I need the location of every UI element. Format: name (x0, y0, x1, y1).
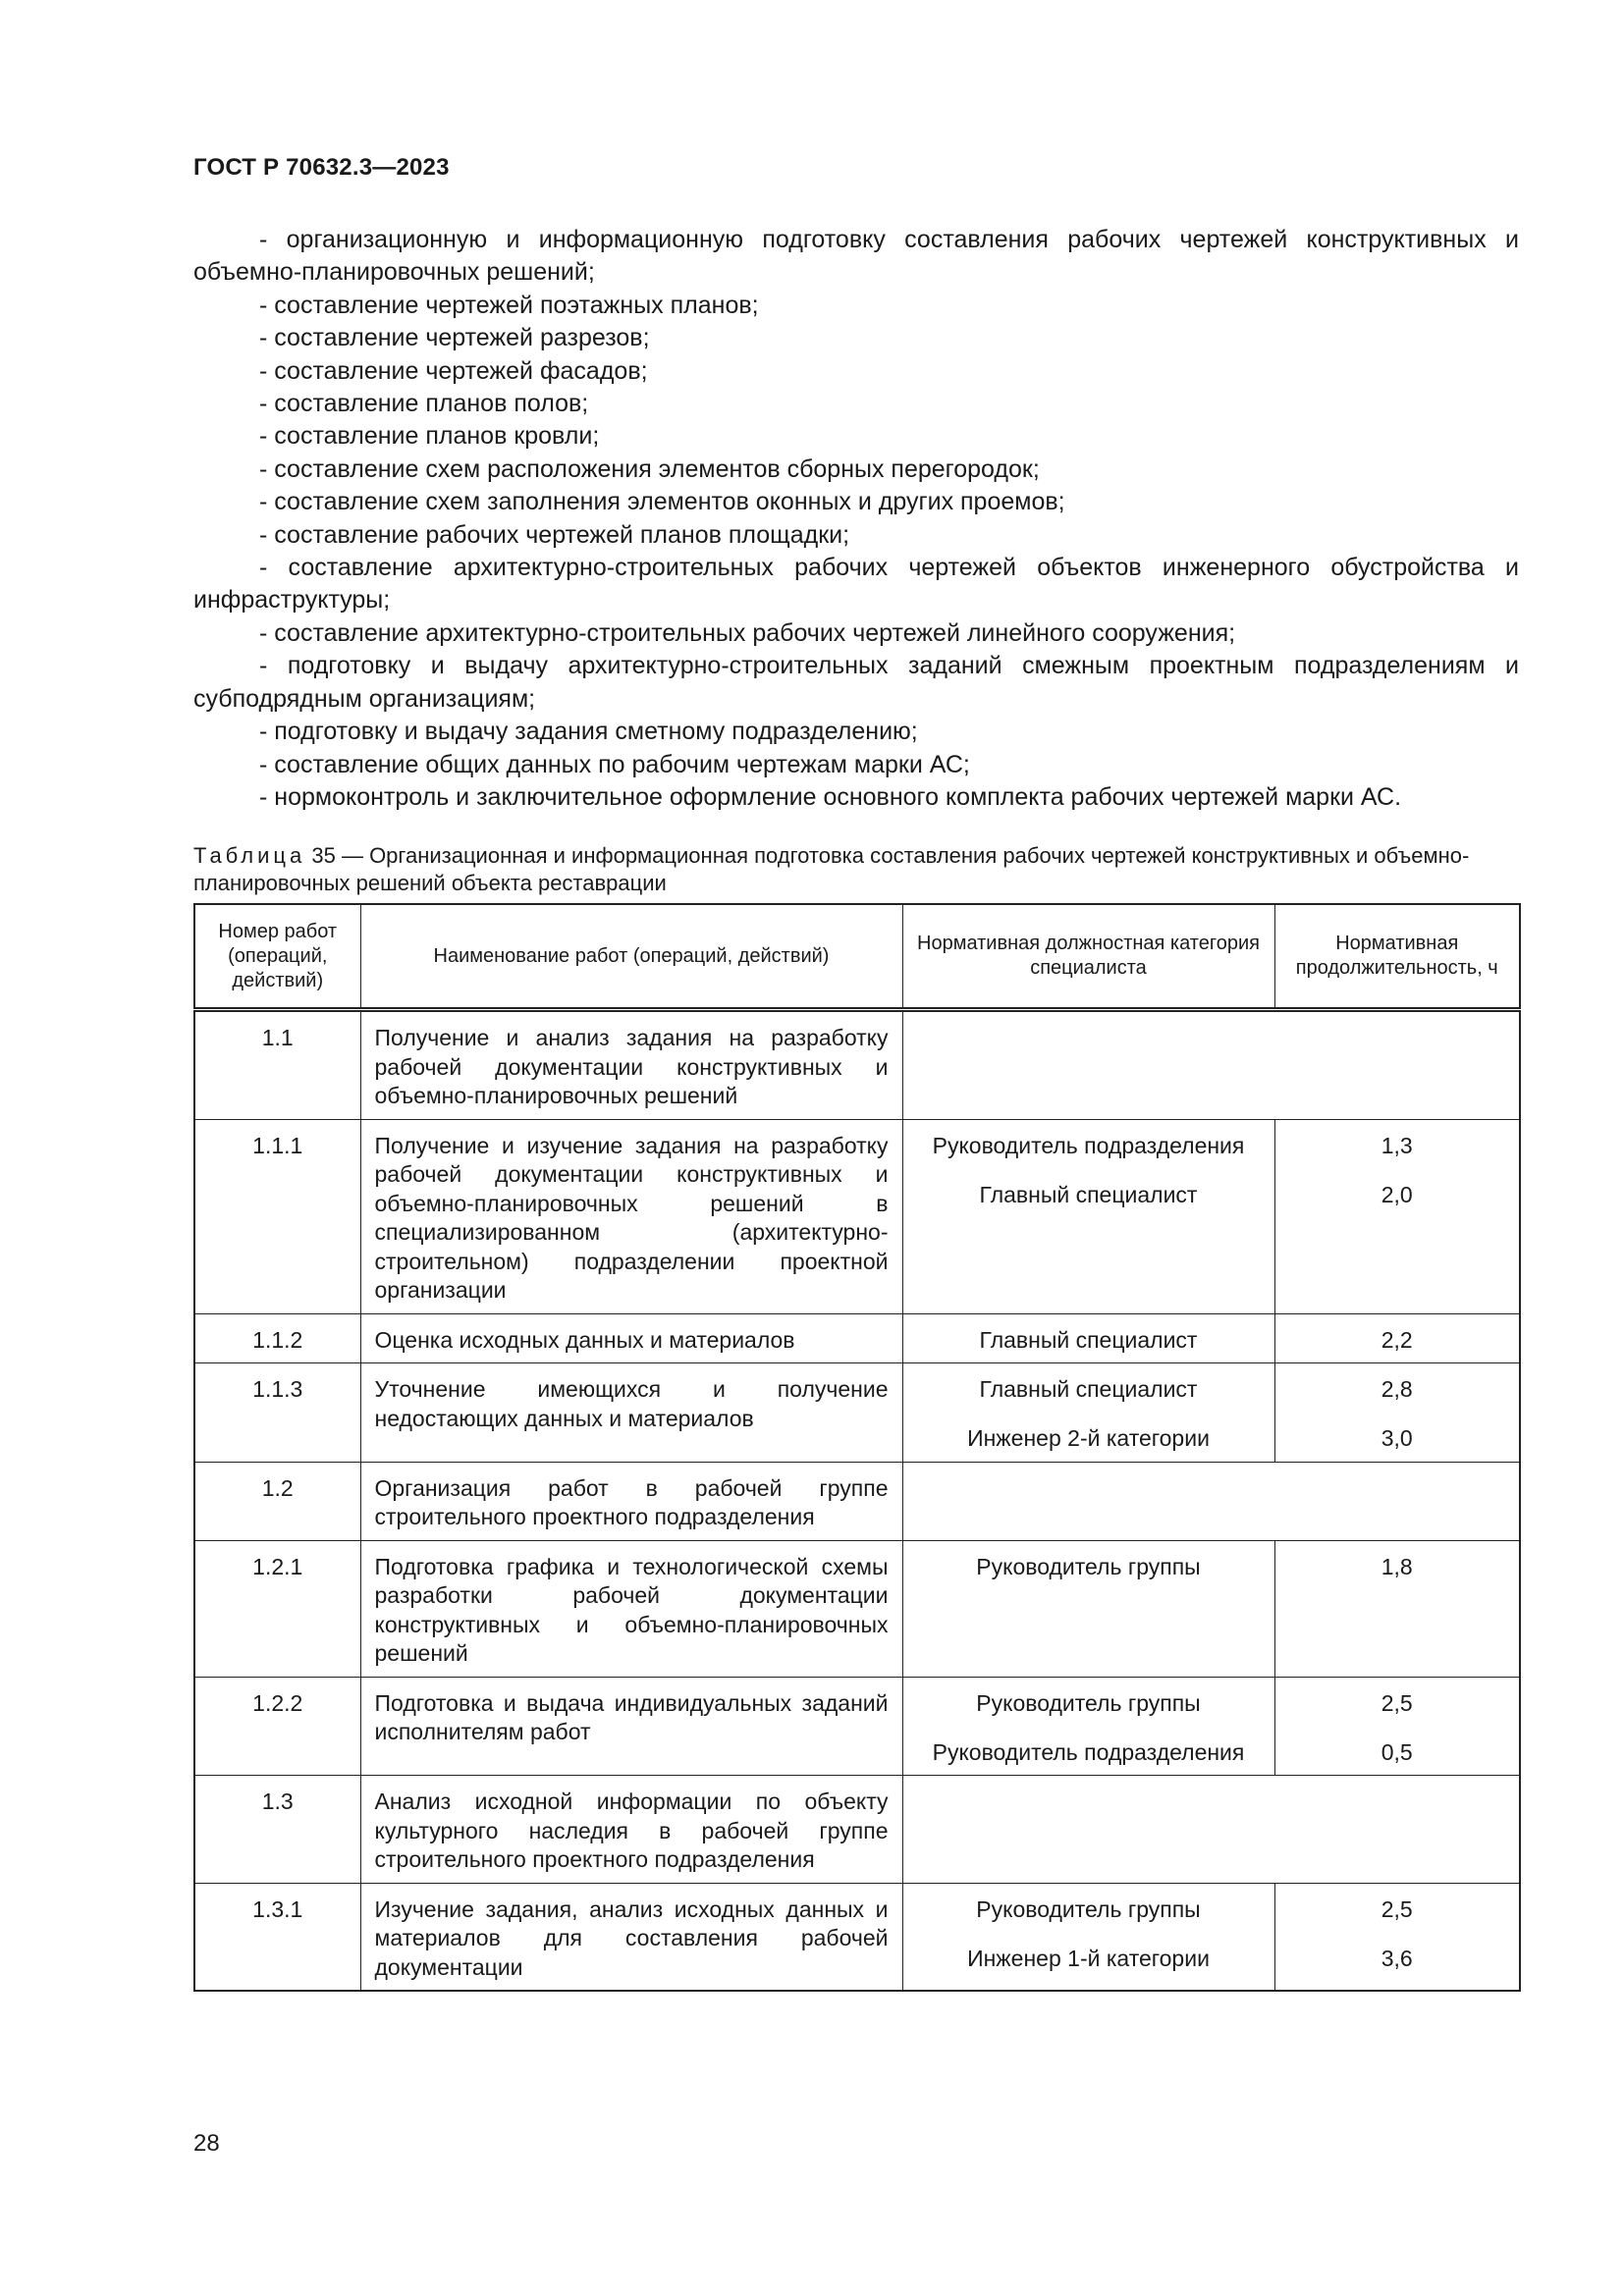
table-row (194, 1540, 1520, 1677)
duration-line: 3,0 (1380, 1425, 1413, 1451)
category-line: Главный специалист (979, 1181, 1198, 1207)
list-item: - составление схем заполнения элементов оконных и других проемов; (259, 488, 1065, 516)
row-duration (1274, 1119, 1520, 1313)
row-num: 1.2 (194, 1462, 360, 1540)
header-num: Номер работ (операций, действий) (194, 904, 360, 1010)
table-caption-text: 35 — Организационная и информационная подготовка составления рабочих чертежей конструктивных и объемно-планировочных решений объекта реставрации (193, 843, 1470, 895)
row-num: 1.3.1 (194, 1883, 360, 1991)
row-category (902, 1119, 1274, 1313)
table-row (194, 1677, 1520, 1776)
duration-line: 3,6 (1380, 1945, 1413, 1971)
row-num: 1.1.1 (194, 1119, 360, 1313)
body-list (193, 224, 1519, 814)
list-item: - подготовку и выдачу архитектурно-строительных заданий смежным проектным подразделениям и субподрядным организациям; (193, 652, 1519, 713)
row-empty-cell (902, 1776, 1520, 1884)
header-name: Наименование работ (операций, действий) (360, 904, 902, 1010)
table-row (194, 1776, 1520, 1884)
row-category (902, 1363, 1274, 1463)
list-item: - составление схем расположения элементов сборных перегородок; (259, 454, 1040, 483)
table-row (194, 1010, 1520, 1120)
list-item: - подготовку и выдачу задания сметному подразделению; (259, 718, 918, 746)
list-item: - организационную и информационную подготовку составления рабочих чертежей конструктивных и объемно-планировочных решений; (193, 226, 1519, 287)
duration-line: 1,3 (1380, 1132, 1413, 1158)
row-name: Изучение задания, анализ исходных данных и материалов для составления рабочей документации (360, 1883, 902, 1991)
row-duration: 2,2 (1274, 1313, 1520, 1363)
row-category: Главный специалист (902, 1313, 1274, 1363)
list-item: - составление чертежей разрезов; (259, 324, 650, 352)
row-num: 1.1.3 (194, 1363, 360, 1463)
row-name: Получение и анализ задания на разработку рабочей документации конструктивных и объемно-планировочных решений (360, 1010, 902, 1120)
list-item: - составление чертежей фасадов; (259, 356, 648, 385)
row-duration (1274, 1883, 1520, 1991)
row-empty-cell (902, 1010, 1520, 1120)
category-line: Инженер 2-й категории (967, 1425, 1210, 1451)
duration-line: 2,5 (1380, 1896, 1413, 1922)
list-item: - составление архитектурно-строительных рабочих чертежей линейного сооружения; (259, 618, 1236, 647)
list-item: - составление чертежей поэтажных планов; (259, 291, 759, 319)
table-caption (193, 842, 1519, 897)
duration-line: 2,0 (1380, 1181, 1413, 1207)
table-row (194, 1462, 1520, 1540)
header-duration: Нормативная продолжительность, ч (1274, 904, 1520, 1010)
document-header: ГОСТ Р 70632.3—2023 (193, 154, 450, 181)
category-line: Руководитель подразделения (932, 1738, 1245, 1765)
category-line: Руководитель группы (976, 1689, 1201, 1716)
table-header-row (194, 904, 1520, 1010)
table-row (194, 1363, 1520, 1463)
row-category (902, 1883, 1274, 1991)
row-num: 1.1 (194, 1010, 360, 1120)
category-line: Руководитель подразделения (932, 1132, 1245, 1158)
row-num: 1.3 (194, 1776, 360, 1884)
row-num: 1.2.1 (194, 1540, 360, 1677)
row-name: Анализ исходной информации по объекту культурного наследия в рабочей группе строительного проектного подразделения (360, 1776, 902, 1884)
row-name: Организация работ в рабочей группе строительного проектного подразделения (360, 1462, 902, 1540)
table-row (194, 1119, 1520, 1313)
row-name: Подготовка графика и технологической схемы разработки рабочей документации конструктивных и объемно-планировочных решений (360, 1540, 902, 1677)
duration-line: 2,5 (1380, 1689, 1413, 1716)
category-line: Инженер 1-й категории (967, 1945, 1210, 1971)
row-name: Получение и изучение задания на разработку рабочей документации конструктивных и объемно-планировочных решений в специализированном (архитектурно-строительном) подразделении проектной организации (360, 1119, 902, 1313)
category-line: Главный специалист (979, 1376, 1198, 1402)
work-table (193, 903, 1521, 1992)
row-duration (1274, 1677, 1520, 1776)
row-duration: 1,8 (1274, 1540, 1520, 1677)
row-num: 1.1.2 (194, 1313, 360, 1363)
row-name: Оценка исходных данных и материалов (360, 1313, 902, 1363)
row-name: Подготовка и выдача индивидуальных заданий исполнителям работ (360, 1677, 902, 1776)
row-num: 1.2.2 (194, 1677, 360, 1776)
row-empty-cell (902, 1462, 1520, 1540)
list-item: - составление общих данных по рабочим чертежам марки АС; (259, 750, 970, 778)
duration-line: 2,8 (1380, 1376, 1413, 1402)
duration-line: 0,5 (1380, 1738, 1413, 1765)
list-item: - составление архитектурно-строительных рабочих чертежей объектов инженерного обустройства и инфраструктуры; (193, 554, 1519, 614)
category-line: Руководитель группы (976, 1896, 1201, 1922)
table-row (194, 1313, 1520, 1363)
page-number: 28 (193, 2130, 220, 2157)
table-row (194, 1883, 1520, 1991)
header-category: Нормативная должностная категория специалиста (902, 904, 1274, 1010)
list-item: - составление рабочих чертежей планов площадки; (259, 520, 850, 549)
row-category: Руководитель группы (902, 1540, 1274, 1677)
row-category (902, 1677, 1274, 1776)
row-name: Уточнение имеющихся и получение недостающих данных и материалов (360, 1363, 902, 1463)
row-duration (1274, 1363, 1520, 1463)
table-caption-label: Таблица (193, 843, 306, 868)
list-item: - нормоконтроль и заключительное оформление основного комплекта рабочих чертежей марки АС. (259, 782, 1402, 811)
list-item: - составление планов кровли; (259, 422, 600, 451)
list-item: - составление планов полов; (259, 390, 589, 418)
